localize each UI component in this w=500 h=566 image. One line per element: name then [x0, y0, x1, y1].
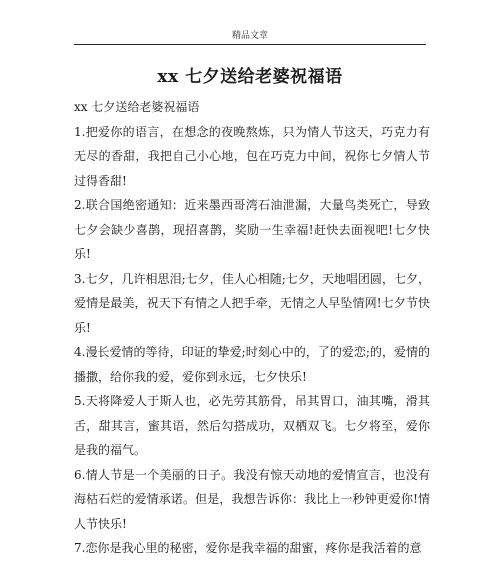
blessing-paragraph-6: 6.情人节是一个美丽的日子。我没有惊天动地的爱情宣言，也没有海枯石烂的爱情承诺。但是，我想告诉你：我比上一秒钟更爱你!情人节快乐! — [74, 467, 430, 531]
header-divider — [74, 44, 426, 45]
blessing-paragraph-3: 3.七夕，几许相思泪;七夕，佳人心相随;七夕，天地唱团圆，七夕，爱情是最美，祝天下有情之人把手牵，无情之人早坠情网!七夕节快乐! — [74, 271, 430, 335]
blessing-paragraph-2: 2.联合国绝密通知：近来墨西哥湾石油泄漏，大量鸟类死亡，导致七夕会缺少喜鹊，现招喜鹊，奖励一生幸福!赶快去面视吧!七夕快乐! — [74, 198, 430, 261]
document-body — [74, 95, 430, 561]
blessing-paragraph-4: 4.漫长爱情的等待，印证的挚爱;时刻心中的，了的爱恋;的，爱情的播撒，给你我的爱，爱你到永远，七夕快乐! — [74, 345, 430, 384]
running-header: 精品文章 — [231, 31, 268, 41]
document-title: xx 七夕送给老婆祝福语 — [157, 67, 343, 87]
blessing-paragraph-5: 5.天将降爱人于斯人也，必先劳其筋骨，吊其胃口，油其嘴，滑其舌，甜其言，蜜其语，然后勾搭成功，双栖双飞。七夕将至，爱你是我的福气。 — [74, 394, 430, 457]
blessing-paragraph-7: 7.恋你是我心里的秘密，爱你是我幸福的甜蜜，疼你是我活着的意 — [74, 541, 422, 555]
subtitle-paragraph: xx 七夕送给老婆祝福语 — [74, 100, 200, 114]
blessing-paragraph-1: 1.把爱你的语言，在想念的夜晚熬炼，只为情人节这天，巧克力有无尽的香甜，我把自己小心地，包在巧克力中间，祝你七夕情人节过得香甜! — [74, 124, 430, 188]
